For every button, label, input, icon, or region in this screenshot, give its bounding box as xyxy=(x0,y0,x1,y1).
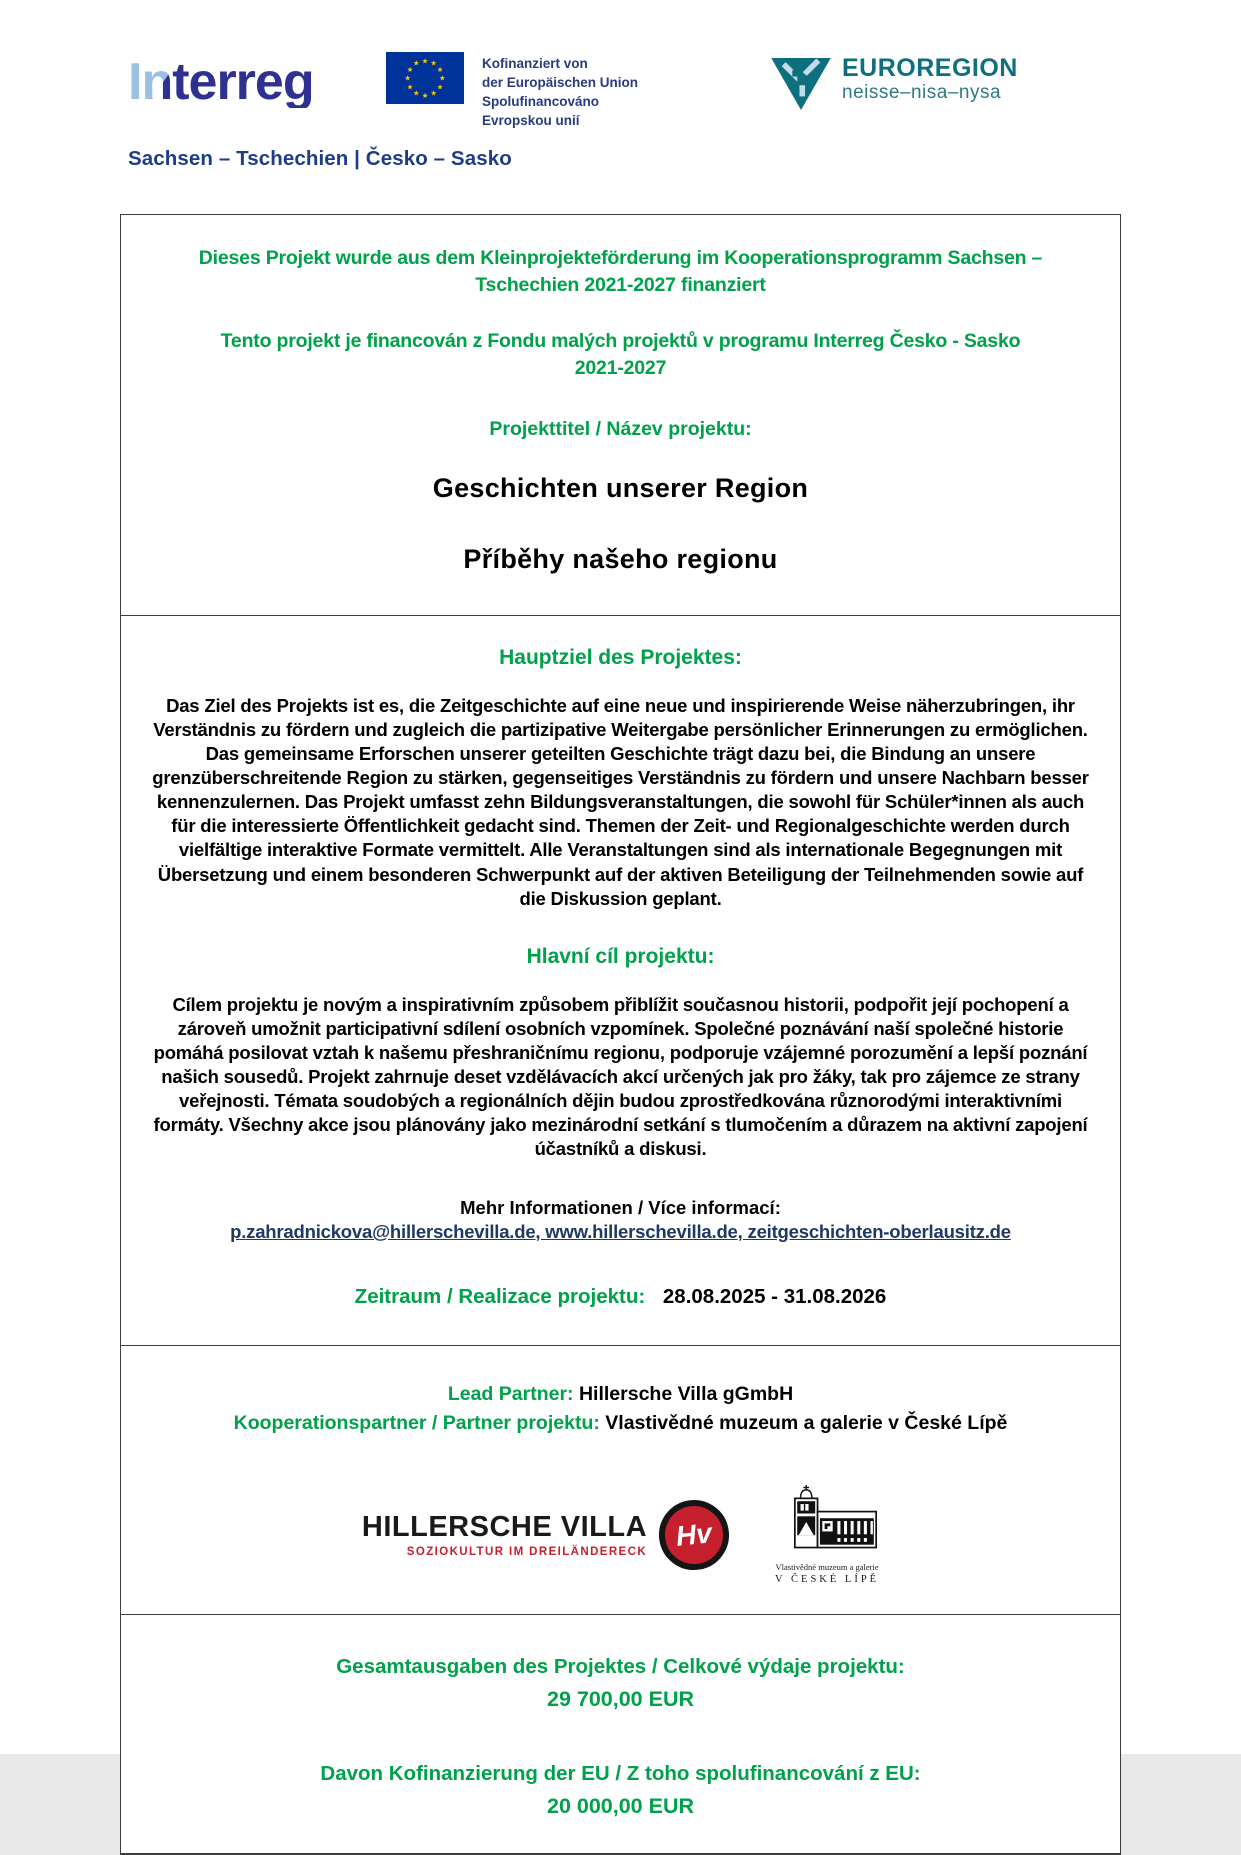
svg-text:★: ★ xyxy=(404,73,411,83)
goal-heading-de: Hauptziel des Projektes: xyxy=(499,646,742,670)
more-info-links[interactable]: p.zahradnickova@hillerschevilla.de, www.hillerschevilla.de, zeitgeschichten-oberlausitz.de xyxy=(230,1220,1011,1242)
document-box xyxy=(120,214,1121,1855)
goal-heading-cz: Hlavní cíl projektu: xyxy=(526,944,715,968)
interreg-logo: Interreg xyxy=(128,53,314,111)
hillersche-villa-subtitle: SOZIOKULTUR IM DREILÄNDERECK xyxy=(406,1545,648,1558)
svg-text:★: ★ xyxy=(430,88,437,98)
museum-logo-line2: V ČESKÉ LÍPĚ xyxy=(775,1574,880,1586)
period-value: 28.08.2025 - 31.08.2026 xyxy=(662,1284,887,1308)
coop-partner-value: Vlastivědné muzeum a galerie v České Lípě xyxy=(605,1412,1008,1435)
section-funding xyxy=(121,215,1120,616)
hillersche-villa-text xyxy=(361,1510,648,1558)
euroregion-logo xyxy=(770,56,1018,112)
hillersche-villa-badge-icon xyxy=(655,1496,734,1575)
svg-text:★: ★ xyxy=(436,64,444,74)
svg-text:★: ★ xyxy=(430,58,437,68)
header xyxy=(128,50,1131,150)
eu-funding-text xyxy=(482,52,638,131)
eu-funding-line: Spolufinancováno xyxy=(482,94,600,110)
period-label: Zeitraum / Realizace projektu: xyxy=(354,1284,646,1308)
project-period xyxy=(145,1285,1096,1309)
svg-text:★: ★ xyxy=(406,82,414,92)
lead-partner-label: Lead Partner: xyxy=(447,1382,574,1405)
goal-text-de: Das Ziel des Projekts ist es, die Zeitgeschichte auf eine neue und inspirierende Weise näherzubringen, ihr Verständnis zu fördern und zugleich die partizipative Weitergabe persönlicher Erinnerungen zu ermöglichen. Das gemeinsame Erforschen unserer geteilten Geschichte trägt dazu bei, die Bindung an unsere grenzüberschreitende Region zu stärken, gegenseitiges Verständnis zu fördern und unsere Nachbarn besser kennenzulernen. Das Projekt umfasst zehn Bildungsveranstaltungen, die sowohl für Schüler*innen als auch für die interessierte Öffentlichkeit gedacht sind. Themen der Zeit- und Regionalgeschichte werden durch vielfältige interaktive Formate vermittelt. Alle Veranstaltungen sind als internationale Begegnungen mit Übersetzung und einem besonderen Schwerpunkt auf der aktiven Beteiligung der Teilnehmenden sowie auf die Diskussion geplant. xyxy=(152,695,1089,909)
svg-text:★: ★ xyxy=(421,56,429,66)
more-info-label: Mehr Informationen / Více informací: xyxy=(460,1196,781,1218)
lead-partner-value: Hillersche Villa gGmbH xyxy=(578,1382,794,1405)
program-title: Sachsen – Tschechien | Česko – Sasko xyxy=(128,147,512,170)
coop-partner-label: Kooperationspartner / Partner projektu: xyxy=(233,1412,600,1435)
hv-badge-letters: Hv xyxy=(674,1517,714,1553)
svg-text:★: ★ xyxy=(406,64,414,74)
funding-statement-cz: Tento projekt je financován z Fondu malých projektů v programu Interreg Česko - Sasko 2021-2027 xyxy=(220,329,1021,379)
section-partners xyxy=(121,1346,1120,1616)
euroregion-triangle-icon xyxy=(770,56,832,112)
svg-text:★: ★ xyxy=(436,82,444,92)
euroregion-title: EUROREGION xyxy=(842,54,1018,82)
project-title-cz: Příběhy našeho regionu xyxy=(463,544,778,575)
hillersche-villa-logo xyxy=(362,1500,729,1570)
eu-funding-block xyxy=(386,52,638,131)
svg-text:★: ★ xyxy=(421,90,429,100)
section-goals xyxy=(121,616,1120,1346)
svg-text:★: ★ xyxy=(413,58,420,68)
coop-partner-line xyxy=(145,1409,1096,1438)
eu-funding-line: der Europäischen Union xyxy=(482,75,639,91)
svg-text:★: ★ xyxy=(413,88,420,98)
partner-logos xyxy=(145,1470,1096,1600)
museum-logo xyxy=(775,1485,879,1585)
eu-cofinancing-value: 20 000,00 EUR xyxy=(546,1794,694,1819)
eu-flag-icon xyxy=(386,52,464,104)
project-title-de: Geschichten unserer Region xyxy=(432,473,809,504)
total-expenses-value: 29 700,00 EUR xyxy=(546,1687,694,1712)
museum-building-icon xyxy=(775,1485,879,1559)
eu-cofinancing-label: Davon Kofinanzierung der EU / Z toho spolufinancování z EU: xyxy=(320,1762,921,1786)
eu-funding-line: Kofinanziert von xyxy=(482,56,588,71)
hillersche-villa-title: HILLERSCHE VILLA xyxy=(361,1510,648,1543)
euroregion-subtitle: neisse–nisa–nysa xyxy=(842,82,1002,103)
funding-statement-de: Dieses Projekt wurde aus dem Kleinprojekteförderung im Kooperationsprogramm Sachsen – Tschechien 2021-2027 finanziert xyxy=(198,247,1043,297)
euroregion-text xyxy=(842,56,1018,105)
total-expenses-label: Gesamtausgaben des Projektes / Celkové výdaje projektu: xyxy=(336,1655,905,1679)
goal-text-cz: Cílem projektu je novým a inspirativním způsobem přiblížit současnou historii, podpořit její pochopení a zároveň umožnit participativní sdílení osobních vzpomínek. Společné poznávání naší společné historie pomáhá posilovat vztah k našemu přeshraničnímu regionu, podporuje vzájemné porozumění a lepší poznání našich sousedů. Projekt zahrnuje deset vzdělávacích akcí určených jak pro žáky, tak pro zájemce ze strany veřejnosti. Témata soudobých a regionálních dějin budou zprostředkována různorodými interaktivními formáty. Všechny akce jsou plánovány jako mezinárodní setkání s tlumočením a důrazem na aktivní zapojení účastníků a diskusi. xyxy=(153,993,1088,1159)
eu-funding-line: Evropskou unií xyxy=(482,113,580,129)
lead-partner-line xyxy=(145,1380,1096,1409)
section-budget xyxy=(121,1615,1120,1853)
svg-text:★: ★ xyxy=(439,73,446,83)
museum-logo-line1: Vlastivědné muzeum a galerie xyxy=(775,1562,879,1573)
project-title-label: Projekttitel / Název projektu: xyxy=(489,418,752,441)
